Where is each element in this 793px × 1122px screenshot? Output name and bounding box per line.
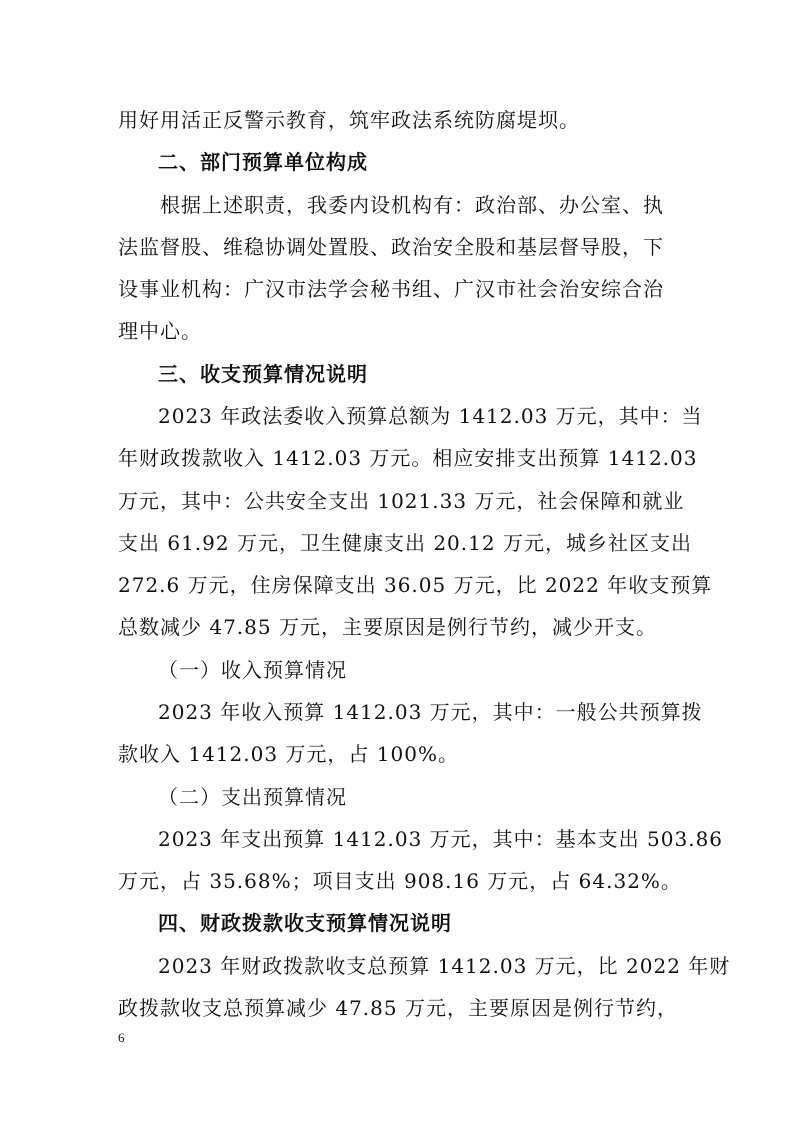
section-heading: 二、部门预算单位构成 <box>158 150 368 174</box>
subsection-heading: （二）支出预算情况 <box>158 785 347 809</box>
page-number: 6 <box>118 1030 125 1045</box>
text-line: 用好用活正反警示教育，筑牢政法系统防腐堤坝。 <box>118 108 580 132</box>
text-line: 年财政拨款收入 1412.03 万元。相应安排支出预算 1412.03 <box>118 446 698 470</box>
text-line: 款收入 1412.03 万元，占 100%。 <box>118 742 459 766</box>
text-line: 272.6 万元，住房保障支出 36.05 万元，比 2022 年收支预算 <box>118 573 713 597</box>
text-line: 理中心。 <box>118 319 202 343</box>
text-line: 2023 年财政拨款收支总预算 1412.03 万元，比 2022 年财 <box>158 954 731 978</box>
subsection-heading: （一）收入预算情况 <box>158 658 347 682</box>
text-line: 根据上述职责，我委内设机构有：政治部、办公室、执 <box>160 193 664 217</box>
text-line: 2023 年收入预算 1412.03 万元，其中：一般公共预算拨 <box>158 700 703 724</box>
text-line: 万元，其中：公共安全支出 1021.33 万元，社会保障和就业 <box>118 489 685 513</box>
text-line: 2023 年政法委收入预算总额为 1412.03 万元，其中：当 <box>158 404 703 428</box>
text-line: 万元，占 35.68%；项目支出 908.16 万元，占 64.32%。 <box>118 869 682 893</box>
text-line: 总数减少 47.85 万元，主要原因是例行节约，减少开支。 <box>118 615 657 639</box>
section-heading: 三、收支预算情况说明 <box>158 362 368 386</box>
text-line: 支出 61.92 万元，卫生健康支出 20.12 万元，城乡社区支出 <box>118 531 692 555</box>
section-heading: 四、财政拨款收支预算情况说明 <box>158 911 452 935</box>
text-line: 2023 年支出预算 1412.03 万元，其中：基本支出 503.86 <box>158 827 724 851</box>
text-line: 设事业机构：广汉市法学会秘书组、广汉市社会治安综合治 <box>118 277 664 301</box>
text-line: 法监督股、维稳协调处置股、政治安全股和基层督导股，下 <box>118 235 664 259</box>
text-line: 政拨款收支总预算减少 47.85 万元，主要原因是例行节约， <box>118 996 678 1020</box>
